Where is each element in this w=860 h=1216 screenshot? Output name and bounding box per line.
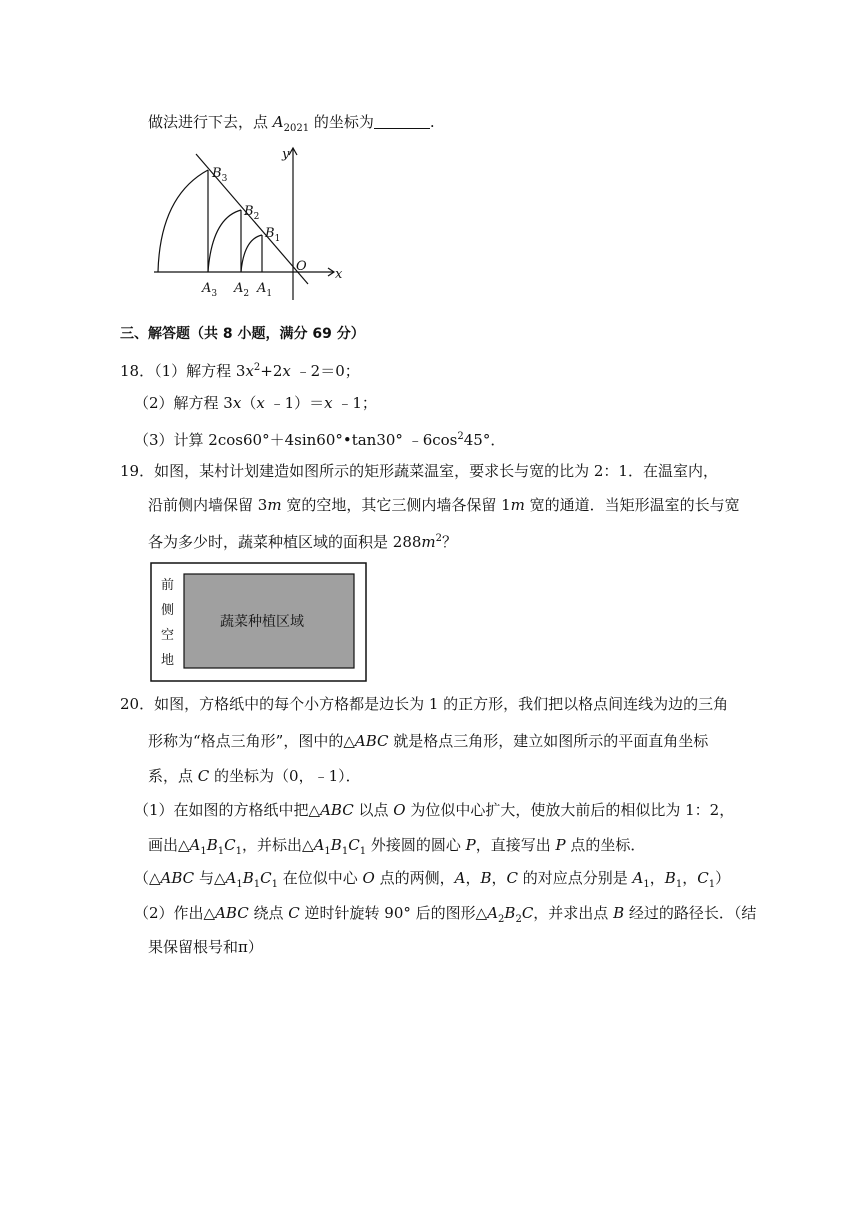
q20-line2: 形称为“格点三角形”，图中的△ABC 就是格点三角形，建立如图所示的平面直角坐标: [148, 732, 709, 750]
x-label: x: [335, 267, 343, 282]
q19-line2: 沿前侧内墙保留 3m 宽的空地，其它三侧内墙各保留 1m 宽的通道．当矩形温室的长与宽: [148, 496, 740, 514]
arc-3: [158, 170, 208, 272]
section-title: 三、解答题（共 8 小题，满分 69 分）: [120, 326, 365, 342]
q19-line3: 各为多少时，蔬菜种植区域的面积是 $288m^2$？: [148, 533, 458, 551]
side-char: 空: [161, 628, 175, 643]
arc-2: [208, 210, 241, 272]
q19-line1: 19．如图，某村计划建造如图所示的矩形蔬菜温室，要求长与宽的比为 2：1．在温室内，: [120, 462, 718, 480]
var: A: [272, 113, 284, 131]
greenhouse-figure: [150, 562, 368, 684]
label-b3: $B_3$: [212, 166, 228, 184]
coordinate-figure: [146, 140, 356, 300]
q18-line1: 18．（1）解方程 $3x^2+2x$ ﹣2＝0；: [120, 362, 360, 380]
q20-line3: 系，点 C 的坐标为（0，﹣1）．: [148, 767, 361, 785]
q20-part1-line2: 画出$\triangle A_1B_1C_1$，并标出$\triangle A_1B_1C_1$ 外接圆的圆心 P，直接写出 P 点的坐标．: [148, 836, 646, 857]
q18-line2: （2）解方程 3x（x ﹣1）＝x ﹣1；: [134, 394, 377, 412]
side-char: 前: [161, 578, 175, 593]
planting-area-label: 蔬菜种植区域: [220, 614, 304, 630]
side-char: 地: [161, 653, 175, 668]
answer-blank[interactable]: [374, 114, 430, 129]
origin-label: O: [296, 259, 307, 274]
q20-part2-line2: 果保留根号和π）: [148, 938, 263, 956]
side-char: 侧: [161, 603, 175, 618]
label-b1: $B_1$: [265, 226, 281, 244]
text: 的坐标为: [309, 113, 374, 131]
y-label: y: [282, 147, 290, 162]
q20-part2-line1: （2）作出△ABC 绕点 C 逆时针旋转 90° 后的图形$\triangle A_2B_2C$，并求出点 B 经过的路径长．（结: [134, 904, 757, 925]
q20-line1: 20．如图，方格纸中的每个小方格都是边长为 1 的正方形，我们把以格点间连线为边的三角: [120, 695, 729, 713]
q20-note: （△ABC 与$\triangle A_1B_1C_1$ 在位似中心 O 点的两侧，A，B，C 的对应点分别是 $A_1$，$B_1$，$C_1$）: [134, 869, 731, 890]
label-a1: $A_1$: [257, 281, 273, 299]
text: .: [429, 113, 435, 131]
q20-part1-line1: （1）在如图的方格纸中把△ABC 以点 O 为位似中心扩大，使放大前后的相似比为 1：2，: [134, 801, 735, 819]
q17-line: [148, 111, 435, 140]
label-a3: $A_3$: [202, 281, 218, 299]
sub: 2021: [283, 123, 310, 134]
q18-line3: （3）计算 2cos60°＋4sin60°•tan30° $﹣6\cos^245^\circ$．: [134, 431, 506, 449]
label-a2: $A_2$: [234, 281, 250, 299]
label-b2: $B_2$: [244, 204, 260, 222]
text: 做法进行下去，点: [148, 113, 273, 131]
arc-1: [241, 235, 262, 272]
